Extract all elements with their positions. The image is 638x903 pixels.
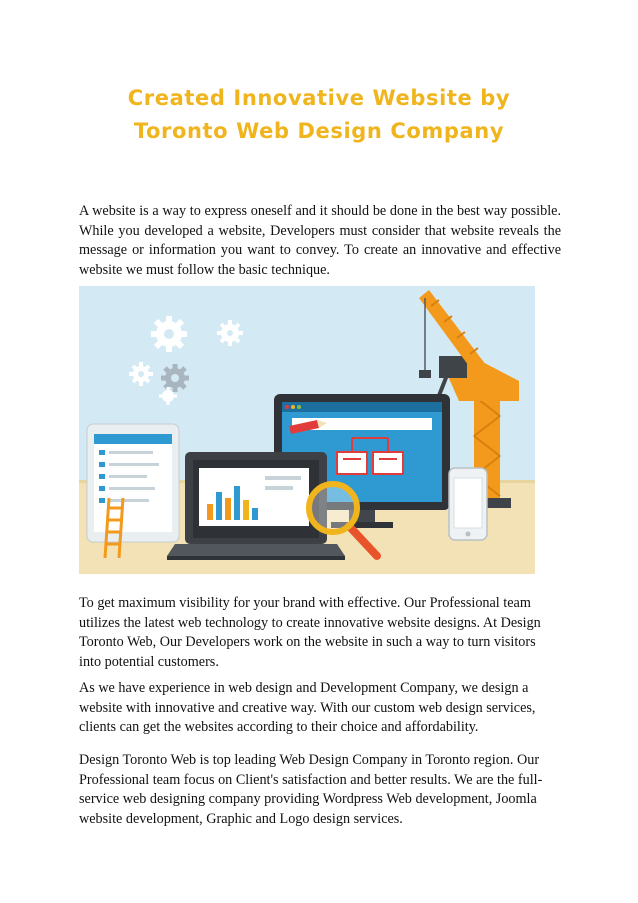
tablet-device (87, 424, 179, 542)
title-line-1: Created Innovative Website by (127, 86, 511, 110)
gear-icon (151, 316, 187, 352)
title-line-2: Toronto Web Design Company (133, 119, 505, 143)
gear-icon (161, 364, 189, 392)
paragraph-company: Design Toronto Web is top leading Web Design Company in Toronto region. Our Professional team focus on Client's satisfaction and better results. We are the full-service web designing company providing Wordpress Web development, Joomla website development, Graphic and Logo design services. (79, 752, 543, 827)
paragraph-visibility: To get maximum visibility for your brand with effective. Our Professional team utilizes the latest web technology to create innovative website designs. At Design Toronto Web, Our Developers work on the website in such a way to turn visitors into potential customers. (79, 595, 541, 670)
web-design-illustration (79, 286, 535, 574)
paragraph-experience: As we have experience in web design and Development Company, we design a website with innovative and creative way. With our custom web design services, clients can get the websites according to their choice and affordability. (79, 680, 536, 736)
page-title (60, 82, 578, 148)
paragraph-intro: A website is a way to express oneself and it should be done in the best way possible. While you developed a website, Developers must consider that website reveals the message or information you want to convey. To create an innovative and effective website we must follow the basic technique. (79, 203, 561, 278)
illustration-svg (79, 286, 535, 574)
phone-device (449, 468, 487, 540)
